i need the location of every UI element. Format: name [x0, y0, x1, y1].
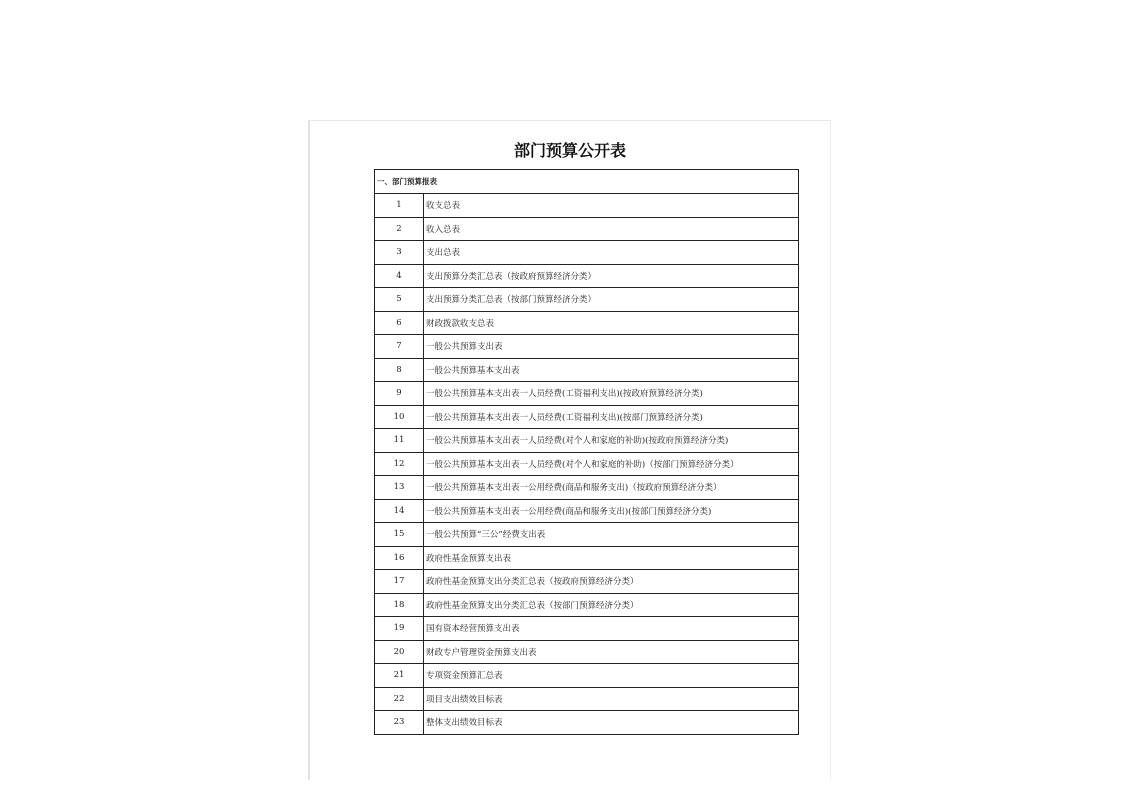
report-name[interactable]: 政府性基金预算支出分类汇总表（按政府预算经济分类） [424, 570, 799, 594]
report-name[interactable]: 一般公共预算基本支出表一人员经费(对个人和家庭的补助)（按部门预算经济分类） [424, 452, 799, 476]
row-number: 20 [375, 640, 424, 664]
report-name[interactable]: 国有资本经营预算支出表 [424, 617, 799, 641]
report-name[interactable]: 政府性基金预算支出表 [424, 546, 799, 570]
report-name[interactable]: 一般公共预算“三公”经费支出表 [424, 523, 799, 547]
report-name[interactable]: 项目支出绩效目标表 [424, 687, 799, 711]
table-row [375, 593, 799, 617]
report-name[interactable]: 财政专户管理资金预算支出表 [424, 640, 799, 664]
report-index-table [374, 169, 799, 735]
section-header: 一、部门预算报表 [375, 170, 799, 194]
row-number: 21 [375, 664, 424, 688]
row-number: 15 [375, 523, 424, 547]
row-number: 11 [375, 429, 424, 453]
row-number: 14 [375, 499, 424, 523]
table-row [375, 687, 799, 711]
row-number: 8 [375, 358, 424, 382]
report-name[interactable]: 一般公共预算基本支出表一人员经费(对个人和家庭的补助)(按政府预算经济分类) [424, 429, 799, 453]
row-number: 7 [375, 335, 424, 359]
row-number: 22 [375, 687, 424, 711]
row-number: 2 [375, 217, 424, 241]
table-row [375, 382, 799, 406]
page-title: 部门预算公开表 [513, 141, 626, 160]
report-name[interactable]: 整体支出绩效目标表 [424, 711, 799, 735]
table-row [375, 358, 799, 382]
table-row [375, 264, 799, 288]
table-row [375, 476, 799, 500]
table-row [375, 311, 799, 335]
table-row [375, 194, 799, 218]
table-row [375, 499, 799, 523]
row-number: 13 [375, 476, 424, 500]
table-row [375, 452, 799, 476]
report-name[interactable]: 政府性基金预算支出分类汇总表（按部门预算经济分类） [424, 593, 799, 617]
table-row [375, 570, 799, 594]
report-name[interactable]: 一般公共预算基本支出表一公用经费(商品和服务支出)(按部门预算经济分类) [424, 499, 799, 523]
row-number: 12 [375, 452, 424, 476]
report-name[interactable]: 一般公共预算基本支出表一公用经费(商品和服务支出)（按政府预算经济分类） [424, 476, 799, 500]
table-row [375, 617, 799, 641]
table-row [375, 335, 799, 359]
table-row [375, 711, 799, 735]
row-number: 16 [375, 546, 424, 570]
row-number: 5 [375, 288, 424, 312]
report-name[interactable]: 收入总表 [424, 217, 799, 241]
table-row [375, 640, 799, 664]
report-name[interactable]: 一般公共预算支出表 [424, 335, 799, 359]
table-row [375, 241, 799, 265]
table-row [375, 429, 799, 453]
report-name[interactable]: 支出预算分类汇总表（按政府预算经济分类） [424, 264, 799, 288]
table-row [375, 664, 799, 688]
table-row [375, 405, 799, 429]
table-row [375, 523, 799, 547]
report-name[interactable]: 支出预算分类汇总表（按部门预算经济分类） [424, 288, 799, 312]
report-name[interactable]: 财政拨款收支总表 [424, 311, 799, 335]
section-header-row [375, 170, 799, 194]
row-number: 4 [375, 264, 424, 288]
document-page [308, 120, 831, 780]
report-name[interactable]: 收支总表 [424, 194, 799, 218]
table-row [375, 217, 799, 241]
row-number: 19 [375, 617, 424, 641]
row-number: 9 [375, 382, 424, 406]
report-name[interactable]: 一般公共预算基本支出表一人员经费(工资福利支出)(按部门预算经济分类) [424, 405, 799, 429]
report-name[interactable]: 一般公共预算基本支出表 [424, 358, 799, 382]
row-number: 6 [375, 311, 424, 335]
table-row [375, 546, 799, 570]
row-number: 3 [375, 241, 424, 265]
report-name[interactable]: 专项资金预算汇总表 [424, 664, 799, 688]
table-row [375, 288, 799, 312]
report-name[interactable]: 一般公共预算基本支出表一人员经费(工资福利支出)(按政府预算经济分类) [424, 382, 799, 406]
report-name[interactable]: 支出总表 [424, 241, 799, 265]
row-number: 17 [375, 570, 424, 594]
row-number: 10 [375, 405, 424, 429]
row-number: 1 [375, 194, 424, 218]
row-number: 23 [375, 711, 424, 735]
row-number: 18 [375, 593, 424, 617]
